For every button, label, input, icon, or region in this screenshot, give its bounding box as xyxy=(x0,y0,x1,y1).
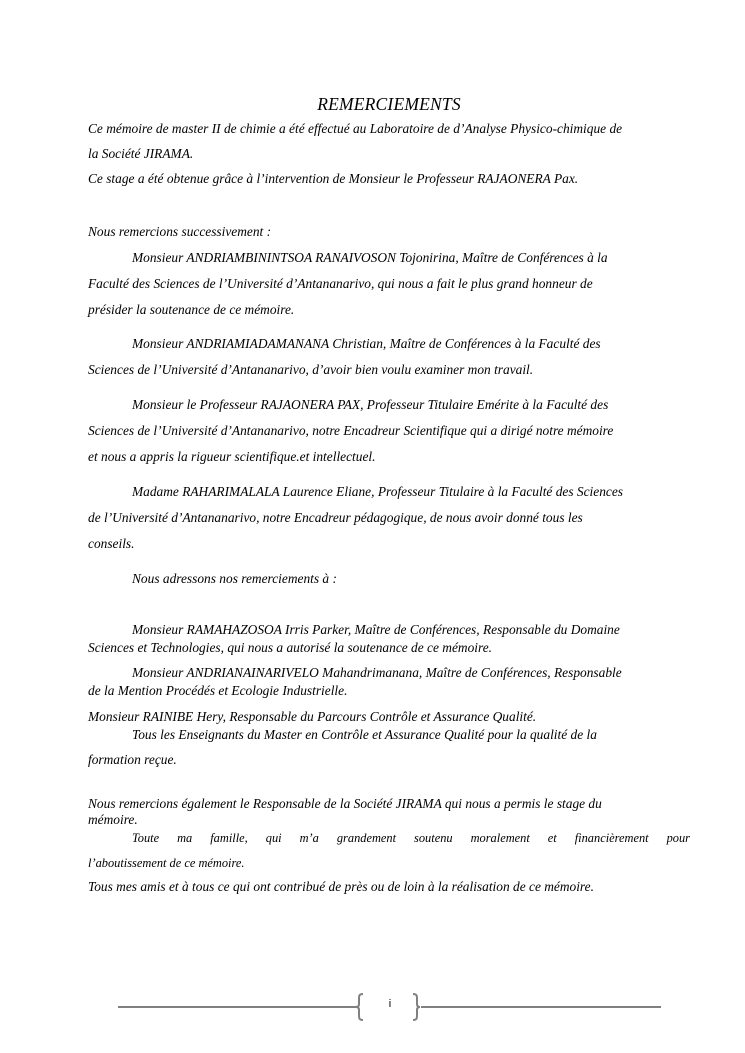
left-brace-icon xyxy=(355,993,365,1021)
text-line: Tous les Enseignants du Master en Contrôle et Assurance Qualité pour la qualité de la xyxy=(132,727,597,742)
text-line: et nous a appris la rigueur scientifique.et intellectuel. xyxy=(88,449,376,464)
text-line: Sciences et Technologies, qui nous a autorisé la soutenance de ce mémoire. xyxy=(88,640,492,655)
text-line: Madame RAHARIMALALA Laurence Eliane, Professeur Titulaire à la Faculté des Sciences xyxy=(132,484,624,499)
text-line: Tous mes amis et à tous ce qui ont contribué de près ou de loin à la réalisation de ce mémoire. xyxy=(88,879,594,894)
text-line: Faculté des Sciences de l’Université d’Antananarivo, qui nous a fait le plus grand honneur de xyxy=(88,276,593,291)
text-line-justified: Toute ma famille, qui m’a grandement soutenu moralement et financièrement pour xyxy=(132,831,690,845)
text-line: Monsieur ANDRIAMBININTSOA RANAIVOSON Tojonirina, Maître de Conférences à la xyxy=(132,250,608,265)
text-line: Ce mémoire de master II de chimie a été effectué au Laboratoire de d’Analyse Physico-chimique de xyxy=(88,121,623,136)
right-brace-icon xyxy=(411,993,421,1021)
text-line: Ce stage a été obtenue grâce à l’intervention de Monsieur le Professeur RAJAONERA Pax. xyxy=(88,171,579,186)
text-line: la Société JIRAMA. xyxy=(88,146,194,161)
text-line: présider la soutenance de ce mémoire. xyxy=(88,302,295,317)
text-line: Nous remercions également le Responsable de la Société JIRAMA qui nous a permis le stage du xyxy=(88,796,602,811)
text-line: conseils. xyxy=(88,536,135,551)
text-line: Nous remercions successivement : xyxy=(88,224,272,239)
text-line: Sciences de l’Université d’Antananarivo, notre Encadreur Scientifique qui a dirigé notre mémoire xyxy=(88,423,614,438)
footer-rule-right xyxy=(421,1006,661,1008)
text-line: Monsieur ANDRIANAINARIVELO Mahandrimanana, Maître de Conférences, Responsable xyxy=(132,665,622,680)
text-line: de la Mention Procédés et Ecologie Industrielle. xyxy=(88,683,348,698)
text-line: Monsieur RAINIBE Hery, Responsable du Parcours Contrôle et Assurance Qualité. xyxy=(88,709,537,724)
text-line: Sciences de l’Université d’Antananarivo, d’avoir bien voulu examiner mon travail. xyxy=(88,362,534,377)
text-line: de l’Université d’Antananarivo, notre Encadreur pédagogique, de nous avoir donné tous les xyxy=(88,510,583,525)
footer-rule-left xyxy=(118,1006,358,1008)
text-line: mémoire. xyxy=(88,812,138,827)
page-number: i xyxy=(388,998,392,1010)
text-line: l’aboutissement de ce mémoire. xyxy=(88,856,245,870)
text-line: Nous adressons nos remerciements à : xyxy=(132,571,337,586)
page-title: REMERCIEMENTS xyxy=(317,94,461,114)
text-line: Monsieur ANDRIAMIADAMANANA Christian, Maître de Conférences à la Faculté des xyxy=(132,336,601,351)
text-line: Monsieur RAMAHAZOSOA Irris Parker, Maître de Conférences, Responsable du Domaine xyxy=(132,622,620,637)
text-line: formation reçue. xyxy=(88,752,177,767)
text-line: Monsieur le Professeur RAJAONERA PAX, Professeur Titulaire Emérite à la Faculté des xyxy=(132,397,609,412)
